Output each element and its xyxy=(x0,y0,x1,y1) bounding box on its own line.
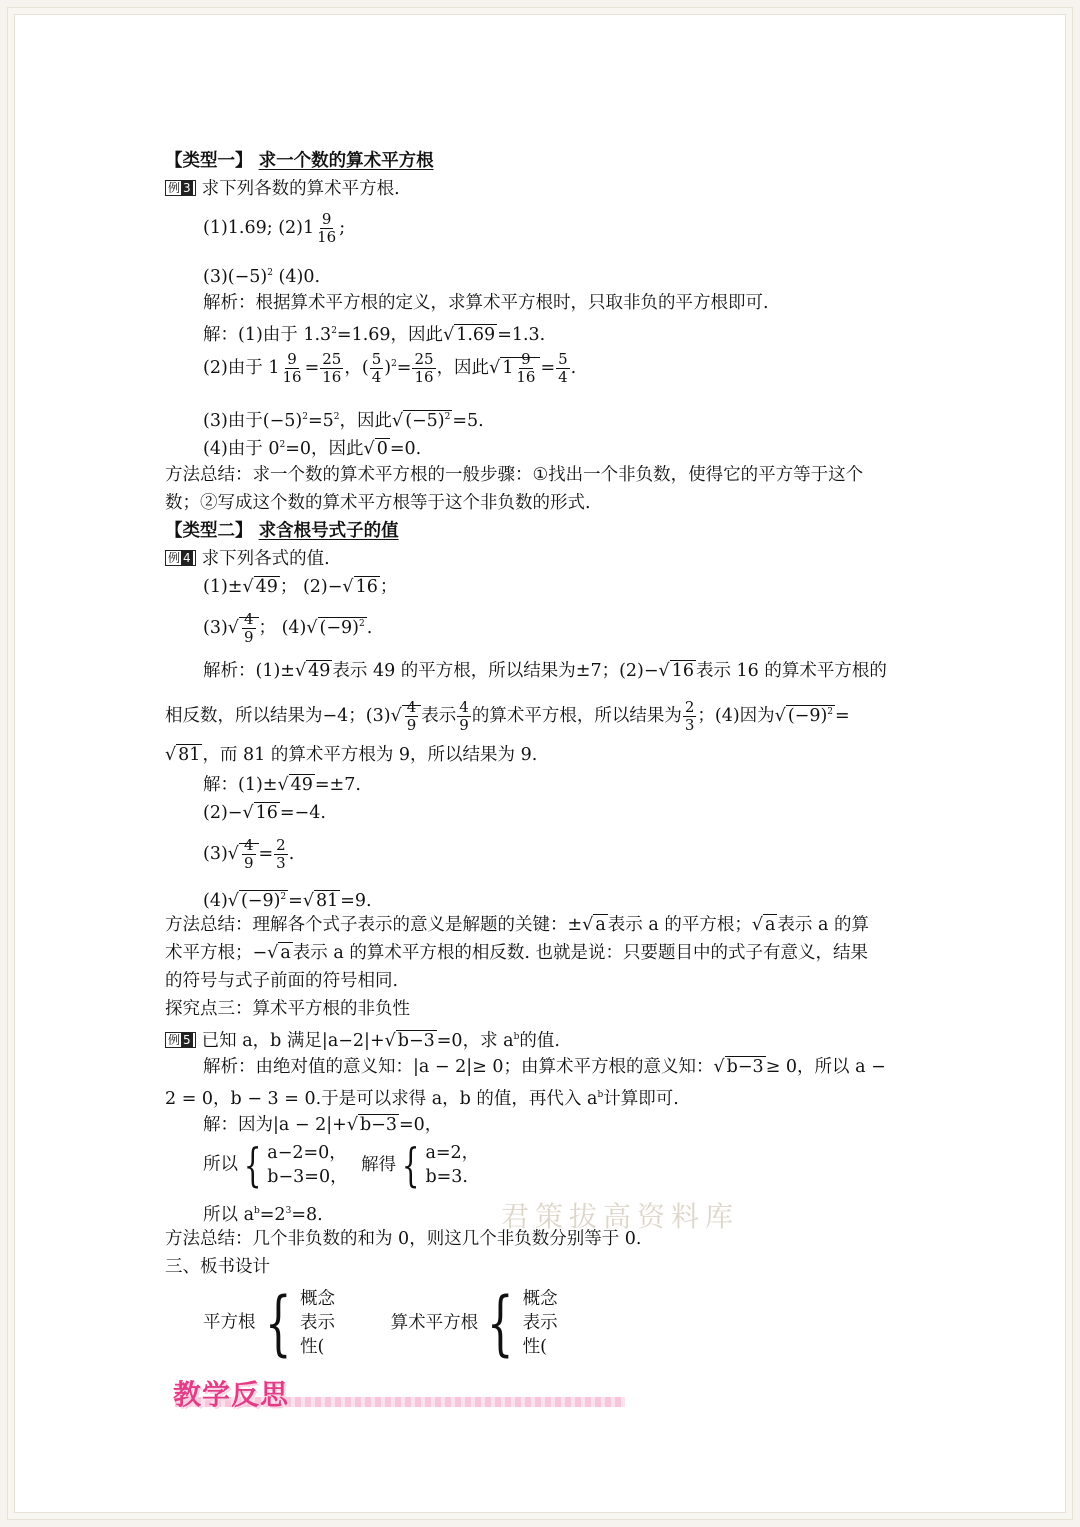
ex4-s4: (4)√ $(-9)^2$ =√ 81 =9. xyxy=(203,890,372,911)
ex4-s3: (3)√ $\frac{4}{9}$ = $\frac{2}{3}$ . xyxy=(203,836,295,872)
ex4-an2: 相反数，所以结果为−4；(3)√ $\frac{4}{9}$ 表示 $\frac{4}{9}$ 的算术平方根，所以结果为 $\frac{2}{3}$ ；(4)因为√ $(-9)^2$ = xyxy=(165,698,850,734)
watermark-text: 君策拔高资料库 xyxy=(501,1200,740,1233)
ex4-q2: (3)√ $\frac{4}{9}$ ； (4)√ $(-9)^2$ . xyxy=(203,610,373,646)
explore3-heading: 探究点三：算术平方根的非负性 xyxy=(165,999,410,1019)
left-brace: { xyxy=(402,1138,420,1192)
ex3-q1: (1)1.69; (2)1 $\frac{9}{16}$ ; xyxy=(203,210,346,246)
ex3-sol3: (3)由于$(-5)^2=5^2$，因此√ $(-5)^2 =5$. xyxy=(203,410,484,431)
ex5-s3: 所以 $a^b=2^3=8$. xyxy=(203,1204,323,1225)
ex4-s2: (2)−√ 16 =−4. xyxy=(203,803,326,823)
ex5-an2: 2 = 0，b − 3 = 0.于是可以求得 a，b 的值，再代入 $a^b$计算即可. xyxy=(165,1088,679,1109)
ex3-analysis: 解析：根据算术平方根的定义，求算术平方根时，只取非负的平方根即可. xyxy=(203,293,769,313)
left-brace: { xyxy=(487,1282,514,1364)
board-design: 平方根 { 概念 表示 性( 算术平方根 { 概念 表示 性( xyxy=(203,1282,558,1364)
ex5-badge: 例 5 xyxy=(165,1032,196,1048)
left-brace: { xyxy=(243,1138,262,1192)
ex5-an1: 解析：由绝对值的意义知：|a − 2|≥ 0；由算术平方根的意义知：√ b−3 ≥ 0，所以 a − xyxy=(203,1057,886,1077)
ex5-s1: 解：因为|a − 2|+√ b−3 =0， xyxy=(203,1115,443,1135)
ex4-an3: √ 81 ，而 81 的算术平方根为 9，所以结果为 9. xyxy=(165,745,538,765)
type1-tag: 【类型一】 xyxy=(165,151,253,171)
ex3-sol2: (2)由于 1 $\frac{9}{16}$ = $\frac{25}{16}$ ，( $\frac{5}{4}$ )$^2$= $\frac{25}{16}$ ，因此√ 1 $\frac{9}{16}$ = $\frac{5}{4}$ . xyxy=(203,350,577,386)
sqrt-symbol: √ 1.69 xyxy=(443,324,496,345)
ex3-badge: 例 3 xyxy=(165,180,196,196)
ex5-s2: 所以 { a−2=0， b−3=0， 解得 { a=2， b=3. xyxy=(203,1138,480,1192)
type1-heading xyxy=(165,149,434,173)
ex4-s1: 解：(1)±√ 49 =±7. xyxy=(203,775,361,795)
ex4-sum3: 的符号与式子前面的符号相同. xyxy=(165,971,399,991)
ex4-an1: 解析：(1)±√ 49 表示 49 的平方根，所以结果为±7；(2)−√ 16 表示 16 的算术平方根的 xyxy=(203,661,887,681)
ex4-sum1: 方法总结：理解各个式子表示的意义是解题的关键：±√ a 表示 a 的平方根；√ a 表示 a 的算 xyxy=(165,915,869,935)
type1-title: 求一个数的算术平方根 xyxy=(258,151,434,171)
ex4-badge: 例 4 xyxy=(165,550,196,566)
ex3-sol4: (4)由于 $0^2=0$，因此√ 0 =0. xyxy=(203,438,422,459)
ex4-q1: (1)±√ 49 ； (2)−√ 16 ； xyxy=(203,577,398,597)
reflection-title: 教学反思 xyxy=(173,1378,290,1411)
ex5-prompt-line: 例 5 已知 a，b 满足|a−2|+√ b−3 =0，求 $a^b$的值. xyxy=(165,1025,560,1053)
section3-heading: 三、板书设计 xyxy=(165,1257,270,1277)
fraction: $\frac{9}{16}$ xyxy=(317,210,337,246)
ex3-prompt: 求下列各数的算术平方根. xyxy=(201,179,400,199)
ex3-prompt-line xyxy=(165,177,400,201)
ex3-q2: $(3)(-5)^2$ (4)0. xyxy=(203,266,321,287)
ex4-prompt-line: 例 4 求下列各式的值. xyxy=(165,547,330,571)
type2-heading: 【类型二】 求含根号式子的值 xyxy=(165,521,399,541)
page-sheet xyxy=(14,14,1066,1513)
ex3-sol1: 解：(1)由于 $1.3^2=1.69$，因此√ 1.69 =1.3. xyxy=(203,324,546,345)
ex5-summary: 方法总结：几个非负数的和为 0，则这几个非负数分别等于 0. xyxy=(165,1229,642,1249)
left-brace: { xyxy=(264,1282,292,1364)
ex3-summary1: 方法总结：求一个数的算术平方根的一般步骤：①找出一个非负数，使得它的平方等于这个 xyxy=(165,465,864,485)
ex4-sum2: 术平方根；−√ a 表示 a 的算术平方根的相反数. 也就是说：只要题目中的式子有意义，结果 xyxy=(165,943,868,963)
ex3-summary2: 数；②写成这个数的算术平方根等于这个非负数的形式. xyxy=(165,493,591,513)
